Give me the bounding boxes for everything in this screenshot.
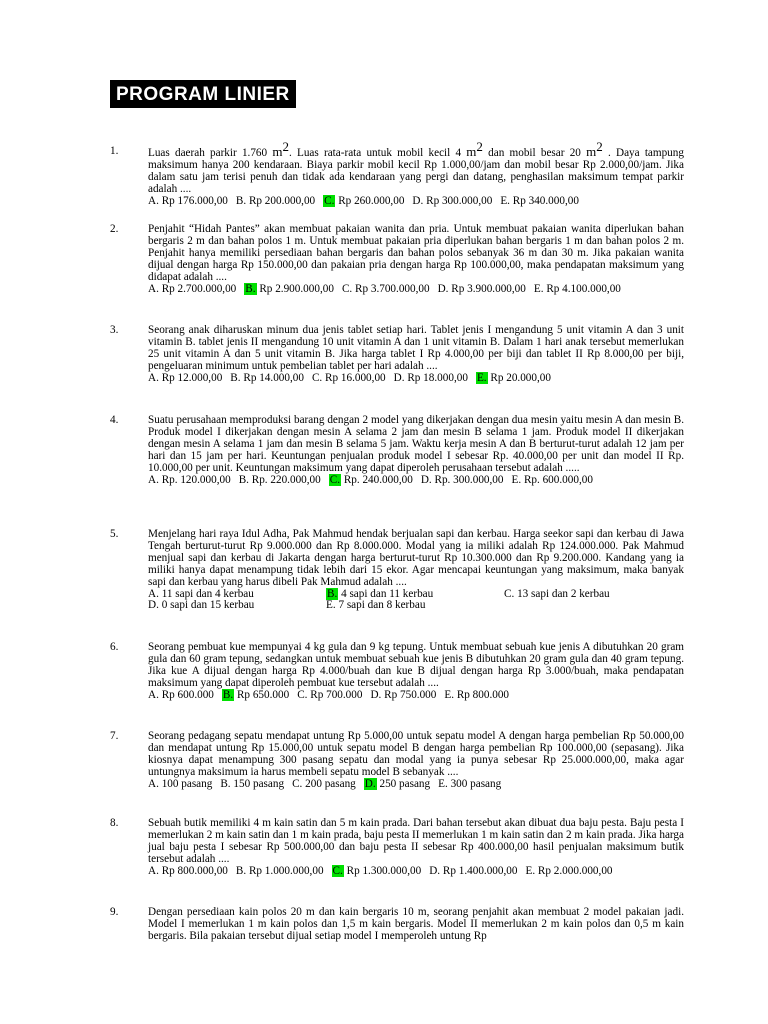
option-text: 0 sapi dan 15 kerbau xyxy=(161,599,255,612)
option-text: Rp 200.000,00 xyxy=(248,194,316,207)
question-number: 2. xyxy=(110,223,119,235)
option-text: Rp 1.300.000,00 xyxy=(346,864,422,877)
option-text: 7 sapi dan 8 kerbau xyxy=(338,599,426,612)
option-letter: A. xyxy=(148,864,159,877)
option-letter: A. xyxy=(148,194,159,207)
option-text: 4 sapi dan 11 kerbau xyxy=(341,587,434,600)
answer-options xyxy=(148,373,684,385)
answer-options xyxy=(148,779,684,791)
option-text: Rp. 600.000,00 xyxy=(523,473,593,486)
option-letter: C. xyxy=(311,371,323,384)
option-letter: B. xyxy=(235,194,247,207)
answer-option-c xyxy=(323,196,404,208)
answer-option-e xyxy=(534,284,621,296)
option-letter: C. xyxy=(332,864,343,877)
answer-option-e xyxy=(326,600,498,612)
option-text: Rp. 240.000,00 xyxy=(343,473,413,486)
option-text: Rp 3.700.000,00 xyxy=(355,282,430,295)
answer-options xyxy=(148,589,684,613)
option-text: Rp. 300.000,00 xyxy=(434,473,504,486)
question-number: 9. xyxy=(110,906,119,918)
answer-option-e xyxy=(525,866,612,878)
answer-option-d xyxy=(370,690,436,702)
option-letter: A. xyxy=(148,777,159,790)
answer-option-b xyxy=(222,690,289,702)
answer-option-c xyxy=(329,475,413,487)
answer-option-b xyxy=(239,475,321,487)
option-text: Rp 20.000,00 xyxy=(490,371,551,384)
question-number: 1. xyxy=(110,145,119,157)
answer-option-b xyxy=(220,779,284,791)
answer-option-e xyxy=(438,779,501,791)
option-letter: E. xyxy=(525,864,536,877)
option-letter: A. xyxy=(148,282,159,295)
answer-options xyxy=(148,196,684,208)
question-6 xyxy=(110,642,690,702)
option-letter: C. xyxy=(292,777,303,790)
option-text: Rp 800.000 xyxy=(456,688,510,701)
option-letter: A. xyxy=(148,371,159,384)
answer-option-e xyxy=(476,373,551,385)
option-text: Rp 260.000,00 xyxy=(338,194,405,207)
answer-option-b xyxy=(236,866,324,878)
answer-option-d xyxy=(429,866,517,878)
option-letter: C. xyxy=(504,587,515,600)
option-letter: D. xyxy=(393,371,405,384)
answer-option-e xyxy=(512,475,593,487)
answer-options xyxy=(148,284,684,296)
option-letter: D. xyxy=(412,194,424,207)
page-title: PROGRAM LINIER xyxy=(110,80,296,108)
question-stem: Seorang anak diharuskan minum dua jenis tablet setiap hari. Tablet jenis I mengandung 5 unit vitamin A dan 3 unit vitamin B. tablet jenis II mengandung 10 unit vitamin A dan 1 unit vitamin B. Dalam 1 hari anak tersebut memerlukan 25 unit vitamin A dan 5 unit vitamin B. Jika harga tablet I Rp 4.000,00 per biji dan tablet II Rp 8.000,00 per biji, pengeluaran minimum untuk pembelian tablet per hari adalah .... xyxy=(148,324,684,372)
question-stem: Sebuah butik memiliki 4 m kain satin dan 5 m kain prada. Dari bahan tersebut akan dibuat dua baju pesta. Baju pesta I memerlukan 2 m kain satin dan 1 m kain prada, baju pesta II memerlukan 1 m kain satin dan 2 m kain prada. Jika harga jual baju pesta I sebesar Rp 500.000,00 dan baju pesta II sebesar Rp 400.000,00 hasil penjualan maksimum butik tersebut adalah .... xyxy=(148,817,684,865)
answer-option-d xyxy=(148,600,320,612)
option-letter: D. xyxy=(429,864,441,877)
answer-option-d xyxy=(421,475,504,487)
answer-option-a xyxy=(148,284,236,296)
question-7 xyxy=(110,731,690,791)
option-letter: E. xyxy=(444,688,455,701)
option-text: Rp 340.000,00 xyxy=(512,194,579,207)
option-letter: A. xyxy=(148,688,159,701)
question-4 xyxy=(110,415,690,486)
option-text: Rp 300.000,00 xyxy=(426,194,493,207)
answer-option-b xyxy=(230,373,304,385)
option-text: Rp 650.000 xyxy=(236,688,290,701)
answer-option-c xyxy=(292,779,356,791)
answer-option-e xyxy=(500,196,579,208)
answer-option-a xyxy=(148,475,231,487)
option-letter: C. xyxy=(341,282,353,295)
option-letter: D. xyxy=(370,688,382,701)
option-letter: B. xyxy=(222,688,234,701)
option-letter: C. xyxy=(324,194,335,207)
option-letter: E. xyxy=(500,194,510,207)
answer-option-c xyxy=(297,690,362,702)
question-number: 5. xyxy=(110,528,119,540)
option-text: Rp. 120.000,00 xyxy=(161,473,231,486)
option-letter: A. xyxy=(148,473,159,486)
answer-option-d xyxy=(438,284,526,296)
answer-option-c xyxy=(504,589,676,601)
option-text: Rp 3.900.000,00 xyxy=(451,282,526,295)
answer-option-a xyxy=(148,779,212,791)
question-8 xyxy=(110,818,690,878)
question-stem: Dengan persediaan kain polos 20 m dan kain bergaris 10 m, seorang penjahit akan membuat 2 model pakaian jadi. Model I memerlukan 1 m kain polos dan 1,5 m kain bergaris. Model II memerlukan 2 m kain polos dan 0,5 m kain bergaris. Bila pakaian tersebut dijual setiap model I memperoleh untung Rp xyxy=(148,906,684,942)
option-letter: C. xyxy=(329,473,341,486)
option-text: Rp 2.900.000,00 xyxy=(259,282,334,295)
option-letter: E. xyxy=(438,777,448,790)
option-letter: C. xyxy=(297,688,308,701)
question-stem: Luas daerah parkir 1.760 $m^2$. Luas rata-rata untuk mobil kecil 4 $m^2$ dan mobil besar 20 $m^2$ . Daya tampung maksimum hanya 200 kendaraan. Biaya parkir mobil kecil Rp 1.000,00/jam dan mobil besar Rp 2.000,00/jam. Jika dalam satu jam terisi penuh dan tidak ada kendaraan yang pergi dan datang, penghasilan maksimum tempat parkir adalah .... xyxy=(148,139,684,195)
question-stem: Menjelang hari raya Idul Adha, Pak Mahmud hendak berjualan sapi dan kerbau. Harga seekor sapi dan kerbau di Jawa Tengah berturut-turut Rp 9.000.000 dan Rp 8.000.000. Modal yang ia miliki adalah Rp 124.000.000. Pak Mahmud menjual sapi dan kerbau di Jakarta dengan harga berturut-turut Rp 10.300.000 dan Rp 9.200.000. Kandang yang ia miliki hanya dapat menampung tidak lebih dari 15 ekor. Agar mencapai keuntungan yang maksimum, maka banyak sapi dan kerbau yang harus dibeli Pak Mahmud adalah .... xyxy=(148,528,684,588)
option-letter: B. xyxy=(327,587,338,600)
option-letter: E. xyxy=(326,599,336,612)
option-text: Rp 2.700.000,00 xyxy=(161,282,237,295)
option-letter: B. xyxy=(245,282,256,295)
answer-option-c xyxy=(312,373,386,385)
question-stem: Seorang pembuat kue mempunyai 4 kg gula dan 9 kg tepung. Untuk membuat sebuah kue jenis A dibutuhkan 20 gram gula dan 60 gram tepung, sedangkan untuk membuat sebuah kue jenis B dibutuhkan 20 gram gula dan 40 gram tepung. Jika kue A dijual dengan harga Rp 4.000/buah dan kue B dijual dengan harga Rp 3.000/buah, maka pendapatan maksimum yang dapat diperoleh pembuat kue tersebut adalah .... xyxy=(148,641,684,689)
question-3 xyxy=(110,325,690,385)
option-text: 300 pasang xyxy=(450,777,502,790)
answer-option-a xyxy=(148,690,214,702)
option-letter: D. xyxy=(420,473,432,486)
option-text: 250 pasang xyxy=(379,777,431,790)
answer-option-b xyxy=(236,196,315,208)
question-number: 3. xyxy=(110,324,119,336)
answer-options xyxy=(148,866,684,878)
option-text: Rp 750.000 xyxy=(384,688,437,701)
option-text: Rp 2.000.000,00 xyxy=(537,864,613,877)
question-stem: Penjahit “Hidah Pantes” akan membuat pakaian wanita dan pria. Untuk membuat pakaian wanita diperlukan bahan bergaris 2 m dan bahan polos 1 m. Untuk membuat pakaian pria diperlukan bahan bergaris 1 m dan bahan polos 2 m. Penjahit hanya memiliki persediaan bahan bergaris dan bahan polos sebanyak 36 m dan 30 m. Jika pakaian wanita dijual dengan harga Rp 150.000,00 dan pakaian pria dengan harga Rp 100.000,00, maka pendapatan maksimum yang didapat adalah .... xyxy=(148,223,684,283)
answer-option-a xyxy=(148,866,228,878)
option-text: 150 pasang xyxy=(233,777,285,790)
option-letter: E. xyxy=(476,371,487,384)
answer-option-a xyxy=(148,373,222,385)
option-text: Rp 1.400.000,00 xyxy=(442,864,518,877)
option-letter: A. xyxy=(148,587,159,600)
option-text: Rp 18.000,00 xyxy=(407,371,468,384)
option-letter: B. xyxy=(238,473,249,486)
option-letter: B. xyxy=(235,864,247,877)
question-9 xyxy=(110,907,690,943)
question-number: 4. xyxy=(110,414,119,426)
option-text: Rp 12.000,00 xyxy=(161,371,223,384)
answer-option-c xyxy=(342,284,430,296)
option-text: Rp 14.000,00 xyxy=(243,371,304,384)
question-stem: Suatu perusahaan memproduksi barang dengan 2 model yang dikerjakan dengan dua mesin yaitu mesin A dan mesin B. Produk model I dikerjakan dengan mesin A selama 2 jam dan mesin B selama 1 jam. Produk model II dikerjakan dengan mesin A selama 1 jam dan mesin B selama 5 jam. Waktu kerja mesin A dan B berturut-turut adalah 12 jam per hari dan 15 jam per hari. Keuntungan penjualan produk model I sebesar Rp. 40.000,00 per unit dan model II Rp. 10.000,00 per unit. Keuntungan maksimum yang dapat diperoleh perusahaan tersebut adalah ..... xyxy=(148,414,684,474)
option-text: Rp 800.000,00 xyxy=(161,864,228,877)
option-text: Rp 16.000,00 xyxy=(325,371,386,384)
question-number: 8. xyxy=(110,817,119,829)
answer-option-d xyxy=(364,779,430,791)
option-letter: E. xyxy=(511,473,522,486)
question-stem: Seorang pedagang sepatu mendapat untung Rp 5.000,00 untuk sepatu model A dengan harga pembelian Rp 50.000,00 dan mendapat untung Rp 15.000,00 untuk sepatu model B dengan harga pembelian Rp 100.000,00 (sepasang). Jika kiosnya dapat menampung 300 pasang sepatu dan modal yang ia punya sebesar Rp 25.000.000,00, maka agar untungnya maksimum ia harus membeli sepatu model B sebanyak .... xyxy=(148,730,684,778)
option-text: Rp. 220.000,00 xyxy=(251,473,321,486)
answer-option-c xyxy=(332,866,422,878)
option-text: Rp 600.000 xyxy=(161,688,214,701)
option-text: 200 pasang xyxy=(305,777,356,790)
question-5 xyxy=(110,529,690,612)
question-1 xyxy=(110,139,690,208)
option-text: Rp 1.000.000,00 xyxy=(248,864,324,877)
question-number: 7. xyxy=(110,730,119,742)
option-letter: B. xyxy=(230,371,241,384)
option-text: 13 sapi dan 2 kerbau xyxy=(517,587,610,600)
option-text: 100 pasang xyxy=(161,777,213,790)
answer-option-e xyxy=(444,690,509,702)
option-text: Rp 4.100.000,00 xyxy=(546,282,621,295)
question-2 xyxy=(110,224,690,295)
option-letter: D. xyxy=(148,599,159,612)
answer-option-a xyxy=(148,196,228,208)
option-letter: E. xyxy=(533,282,544,295)
answer-option-b xyxy=(244,284,334,296)
option-text: Rp 700.000 xyxy=(310,688,363,701)
answer-option-d xyxy=(394,373,468,385)
option-text: Rp 176.000,00 xyxy=(161,194,228,207)
answer-options xyxy=(148,475,684,487)
option-letter: D. xyxy=(364,777,376,790)
answer-options xyxy=(148,690,684,702)
option-letter: B. xyxy=(220,777,231,790)
option-letter: D. xyxy=(437,282,449,295)
answer-option-d xyxy=(412,196,492,208)
question-number: 6. xyxy=(110,641,119,653)
option-text: 11 sapi dan 4 kerbau xyxy=(161,587,254,600)
